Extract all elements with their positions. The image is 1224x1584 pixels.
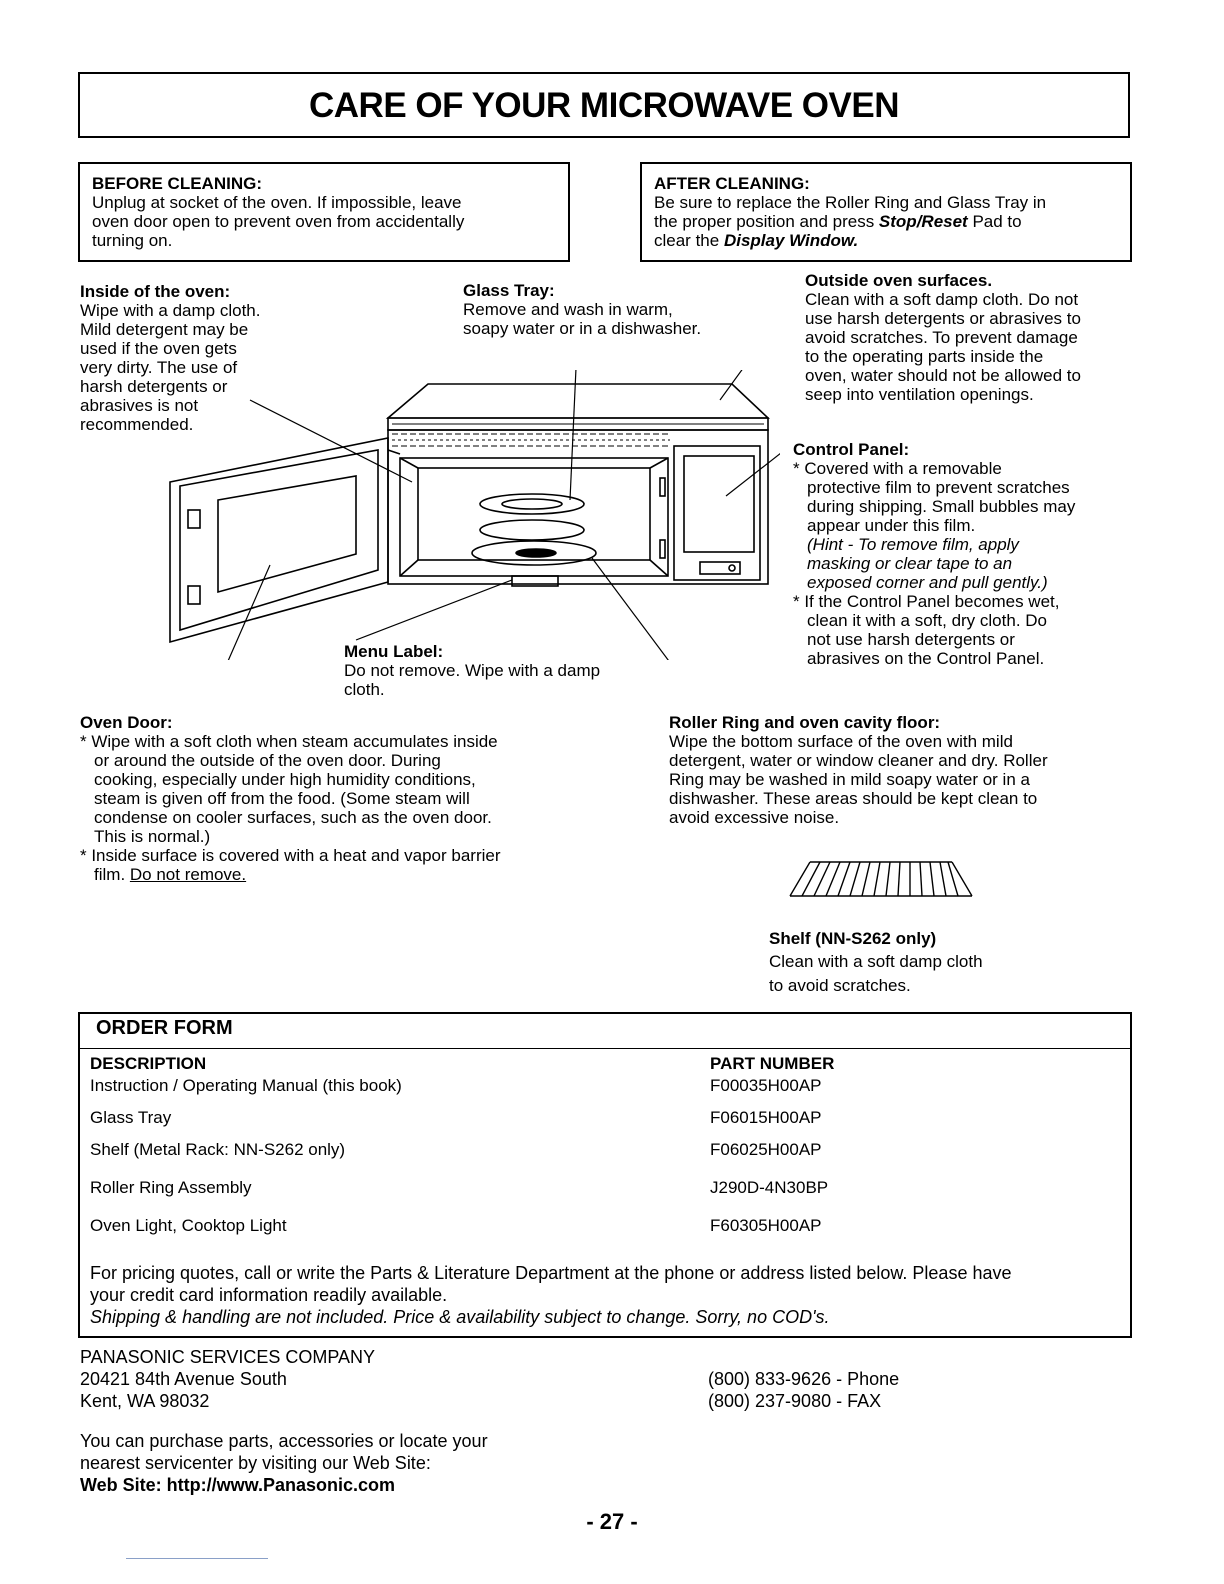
control-panel-section [793, 440, 1143, 668]
glass-tray-line: soapy water or in a dishwasher. [463, 319, 702, 338]
order-row-part: J290D-4N30BP [710, 1178, 829, 1197]
oven-door-line: condense on cooler surfaces, such as the oven door. [94, 808, 492, 827]
before-cleaning-line: Unplug at socket of the oven. If impossible, leave [92, 193, 462, 212]
bottom-rule [126, 1558, 268, 1559]
inside-oven-line: recommended. [80, 415, 194, 434]
order-row-desc: Roller Ring Assembly [90, 1178, 252, 1197]
roller-ring-line: avoid excessive noise. [669, 808, 840, 827]
roller-ring-section [669, 713, 1139, 827]
control-panel-line: abrasives on the Control Panel. [807, 649, 1045, 668]
order-pricing-line: your credit card information readily available. [90, 1285, 448, 1305]
order-form-heading: ORDER FORM [96, 1017, 233, 1039]
order-pricing-line: For pricing quotes, call or write the Parts & Literature Department at the phone or address listed below. Please have [90, 1263, 1012, 1283]
after-cleaning-line: Be sure to replace the Roller Ring and Glass Tray in [654, 193, 1047, 212]
company-address-line: Kent, WA 98032 [80, 1391, 210, 1411]
website-link[interactable]: Web Site: http://www.Panasonic.com [80, 1475, 396, 1495]
inside-oven-line: abrasives is not [80, 396, 199, 415]
inside-oven-line: very dirty. The use of [80, 358, 238, 377]
company-address-line: 20421 84th Avenue South [80, 1369, 287, 1389]
after-cleaning-box [640, 162, 1132, 262]
order-row-desc: Oven Light, Cooktop Light [90, 1216, 287, 1235]
order-row-part: F06015H00AP [710, 1108, 822, 1127]
glass-tray-heading: Glass Tray: [463, 281, 555, 300]
company-fax: (800) 237-9080 - FAX [708, 1391, 882, 1411]
do-not-remove-emphasis: Do not remove. [129, 865, 247, 884]
page-title: CARE OF YOUR MICROWAVE OVEN [309, 85, 899, 125]
company-phone: (800) 833-9626 - Phone [708, 1369, 900, 1389]
before-cleaning-heading: BEFORE CLEANING: [92, 174, 262, 193]
company-address [80, 1346, 580, 1412]
inside-oven-heading: Inside of the oven: [80, 282, 231, 301]
stop-reset-emphasis: Stop/Reset [878, 212, 968, 231]
inside-oven-line: used if the oven gets [80, 339, 237, 358]
menu-label-heading: Menu Label: [344, 642, 444, 661]
control-panel-heading: Control Panel: [793, 440, 910, 459]
order-row-part: F06025H00AP [710, 1140, 822, 1159]
glass-tray-line: Remove and wash in warm, [463, 300, 673, 319]
page-number: - 27 - [586, 1509, 638, 1534]
control-panel-body [793, 459, 1143, 668]
oven-door-line: * Inside surface is covered with a heat and vapor barrier [80, 846, 501, 865]
inside-oven-line: harsh detergents or [80, 377, 228, 396]
control-panel-line: clean it with a soft, dry cloth. Do [807, 611, 1047, 630]
text-span: the proper position and press [654, 212, 879, 231]
order-row-desc: Instruction / Operating Manual (this book) [90, 1076, 402, 1095]
shelf-line: to avoid scratches. [769, 976, 911, 995]
text-span: film. [94, 865, 130, 884]
outside-surfaces-heading: Outside oven surfaces. [805, 271, 993, 290]
roller-ring-line: dishwasher. These areas should be kept clean to [669, 789, 1038, 808]
order-row-part: F60305H00AP [710, 1216, 822, 1235]
order-row-desc: Shelf (Metal Rack: NN-S262 only) [90, 1140, 346, 1159]
oven-door-section [80, 713, 620, 884]
roller-ring-line: Ring may be washed in mild soapy water or in a [669, 770, 1030, 789]
order-form [78, 1012, 1132, 1338]
roller-ring-line: detergent, water or window cleaner and dry. Roller [669, 751, 1048, 770]
order-row-desc: Glass Tray [90, 1108, 172, 1127]
before-cleaning-line: oven door open to prevent oven from accidentally [92, 212, 465, 231]
outside-surfaces-line: oven, water should not be allowed to [805, 366, 1081, 385]
text-span: clear the [654, 231, 724, 250]
control-panel-line: during shipping. Small bubbles may [807, 497, 1076, 516]
control-panel-line: not use harsh detergents or [807, 630, 1015, 649]
control-panel-line: * Covered with a removable [793, 459, 1002, 478]
outside-surfaces-line: Clean with a soft damp cloth. Do not [805, 290, 1079, 309]
control-panel-line: * If the Control Panel becomes wet, [793, 592, 1060, 611]
purchase-line: nearest servicenter by visiting our Web Site: [80, 1453, 431, 1473]
shelf-section [769, 928, 1089, 998]
oven-door-line: cooking, especially under high humidity conditions, [94, 770, 476, 789]
after-cleaning-heading: AFTER CLEANING: [654, 174, 810, 193]
inside-oven-line: Mild detergent may be [80, 320, 249, 339]
inside-oven-line: Wipe with a damp cloth. [80, 301, 261, 320]
oven-door-line: or around the outside of the oven door. During [94, 751, 441, 770]
purchase-line: You can purchase parts, accessories or locate your [80, 1431, 488, 1451]
outside-surfaces-line: use harsh detergents or abrasives to [805, 309, 1081, 328]
oven-door-heading: Oven Door: [80, 713, 173, 732]
outside-surfaces-section [805, 271, 1145, 404]
title-box [78, 72, 1130, 138]
company-name: PANASONIC SERVICES COMPANY [80, 1347, 376, 1367]
shelf-rack-illustration [786, 858, 976, 900]
microwave-illustration [160, 370, 780, 660]
shelf-line: Clean with a soft damp cloth [769, 952, 983, 971]
roller-ring-heading: Roller Ring and oven cavity floor: [669, 713, 941, 732]
control-panel-hint: (Hint - To remove film, apply [807, 535, 1019, 554]
menu-label-line: Do not remove. Wipe with a damp [344, 661, 601, 680]
text-span: Pad to [967, 212, 1022, 231]
shelf-heading: Shelf (NN-S262 only) [769, 929, 937, 948]
outside-surfaces-line: to the operating parts inside the [805, 347, 1044, 366]
order-pricing [90, 1262, 1130, 1328]
order-col-description: DESCRIPTION [90, 1054, 207, 1073]
after-cleaning-line [654, 212, 1118, 231]
before-cleaning-box [78, 162, 570, 262]
order-row-part: F00035H00AP [710, 1076, 822, 1095]
glass-tray-section [463, 281, 763, 338]
roller-ring-line: Wipe the bottom surface of the oven with mild [669, 732, 1013, 751]
outside-surfaces-line: seep into ventilation openings. [805, 385, 1034, 404]
company-contact [708, 1368, 1008, 1412]
control-panel-line: appear under this film. [807, 516, 976, 535]
control-panel-line: protective film to prevent scratches [807, 478, 1070, 497]
order-col-part: PART NUMBER [710, 1054, 835, 1073]
control-panel-hint: exposed corner and pull gently.) [807, 573, 1048, 592]
purchase-info [80, 1430, 680, 1496]
oven-door-line: This is normal.) [94, 827, 211, 846]
menu-label-line: cloth. [344, 680, 385, 699]
display-window-emphasis: Display Window. [723, 231, 859, 250]
order-form-header [80, 1014, 1130, 1049]
oven-door-line [80, 865, 620, 884]
before-cleaning-line: turning on. [92, 231, 173, 250]
oven-door-line: steam is given off from the food. (Some steam will [94, 789, 470, 808]
control-panel-hint: masking or clear tape to an [807, 554, 1013, 573]
oven-door-line: * Wipe with a soft cloth when steam accumulates inside [80, 732, 498, 751]
order-shipping-note: Shipping & handling are not included. Price & availability subject to change. Sorry, no COD's. [90, 1307, 830, 1327]
after-cleaning-line [654, 231, 1118, 250]
outside-surfaces-line: avoid scratches. To prevent damage [805, 328, 1078, 347]
